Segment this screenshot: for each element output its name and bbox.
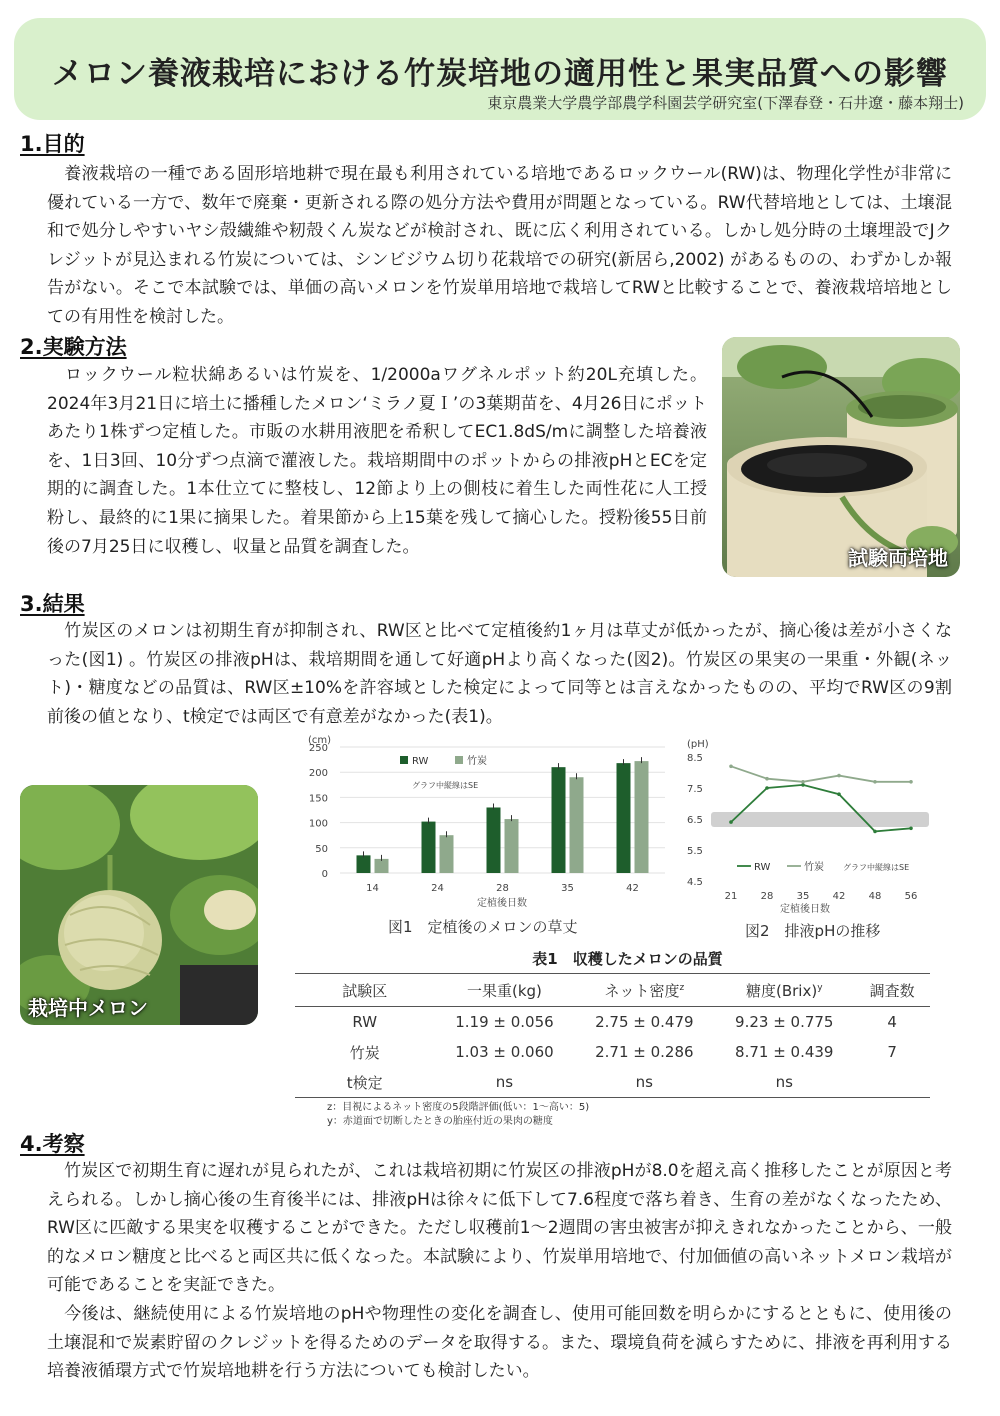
table-cell: 8.71 ± 0.439 [735, 1043, 834, 1061]
fig1-bar-bamboo [375, 859, 389, 873]
fig2-point [837, 792, 841, 796]
section-text-results: 竹炭区のメロンは初期生育が抑制され、RW区と比べて定植後約1ヶ月は草丈が低かったが、摘心後は差が小さくなった(図1) 。竹炭区の排液pHは、栽培期間を通して好適pHより高くなった(図2)。竹炭区の果実の一果重・外観(ネット)・糖度などの品質は、RW区±10%を許容域とした検定によって同等とは言えなかったものの、平均でRW区の9割前後の値となり、t検定では両区で有意差がなかった(表1)。 [47, 621, 952, 727]
fig2-point [909, 780, 913, 784]
fig1-legend-label: 竹炭 [467, 756, 487, 767]
fig1-xlabel: 定植後日数 [477, 898, 527, 909]
table-header-cell: 試験区 [295, 974, 435, 1007]
fig2-ytick-label: 8.5 [687, 753, 703, 764]
fig2-xtick-label: 28 [760, 891, 774, 902]
fig2-ytick-label: 4.5 [687, 877, 703, 888]
fig2-point [801, 780, 805, 784]
fig1-bar-bamboo [505, 819, 519, 873]
fig2-xlabel: 定植後日数 [780, 904, 830, 915]
table-header-row [295, 974, 930, 1007]
fig1-bar-bamboo [570, 777, 584, 873]
melon-photo-label: 栽培中メロン [28, 996, 148, 1020]
fig1-xtick-label: 14 [366, 883, 379, 894]
figure2-caption: 図2 排液pHの推移 [745, 922, 881, 940]
fig2-ytick-label: 7.5 [687, 784, 703, 795]
figure1-caption: 図1 定植後のメロンの草丈 [388, 918, 578, 936]
fig2-optimal-band [711, 812, 929, 827]
table-header-cell: ネット密度$^z$ [574, 974, 714, 1007]
fig1-ytick-label: 200 [308, 768, 328, 780]
fig1-ytick-label: 100 [308, 818, 328, 830]
fig1-bar-rw [617, 763, 631, 873]
fig2-xtick-label: 56 [904, 891, 918, 902]
section-text-discussion-2: 今後は、継続使用による竹炭培地のpHや物理性の変化を調査し、使用可能回数を明らかにするとともに、使用後の土壌混和で炭素貯留のクレジットを得るためのデータを取得する。また、環境負荷を減らすために、排液を再利用する培養液循環方式で竹炭培地耕を行う方法についても検討したい。 [47, 1304, 952, 1382]
medium-photo [722, 337, 960, 577]
table-header-cell: 一果重(kg) [435, 974, 575, 1007]
fig1-bar-bamboo [635, 761, 649, 873]
fig1-bar-rw [422, 822, 436, 873]
fig2-xtick-label: 21 [724, 891, 738, 902]
fig1-bar-bamboo [440, 835, 454, 873]
table1-quality [295, 973, 930, 1098]
section-heading-discussion: 4.考察 [20, 1132, 85, 1156]
table-cell: ns [435, 1067, 575, 1098]
table-cell: ns [574, 1067, 714, 1098]
fig1-xtick-label: 28 [496, 883, 509, 894]
melon-photo [20, 785, 258, 1025]
section-heading-purpose: 1.目的 [20, 132, 85, 156]
title-banner [14, 18, 986, 120]
table-cell: RW [352, 1013, 378, 1031]
fig1-legend-swatch [455, 756, 463, 764]
table-cell: 2.71 ± 0.286 [595, 1043, 694, 1061]
fig1-ylabel: (cm) [308, 735, 332, 746]
poster-title: メロン養液栽培における竹炭培地の適用性と果実品質への影響 [52, 56, 948, 92]
fig2-point [801, 783, 805, 787]
figure2-ph-chart [685, 735, 945, 925]
fig1-ytick-label: 50 [315, 843, 328, 855]
fig1-ytick-label: 150 [308, 793, 328, 805]
table-cell: 7 [887, 1043, 897, 1061]
section-text-purpose: 養液栽培の一種である固形培地耕で現在最も利用されている培地であるロックウール(RW)は、物理化学性が非常に優れている一方で、数年で廃棄・更新される際の処分方法や費用が問題となっている。RW代替培地としては、土壌混和で処分しやすいヤシ殻繊維や籾殻くん炭などが検討され、既に広く利用されている。しかし処分時の土壌埋設でJクレジットが見込まれる竹炭については、シンビジウム切り花栽培での研究(新居ら,2002) があるものの、わずかしか報告がない。そこで本試験では、単価の高いメロンを竹炭単用培地で栽培してRWと比較することで、養液栽培培地としての有用性を検討した。 [47, 164, 952, 327]
fig2-point [729, 765, 733, 769]
authors: 東京農業大学農学部農学科園芸学研究室(下澤春登・石井遼・藤本翔士) [487, 94, 964, 112]
fig1-xtick-label: 24 [431, 883, 444, 894]
table-cell [854, 1067, 930, 1098]
table-row [295, 1037, 930, 1067]
medium-photo-label: 試験両培地 [848, 546, 948, 570]
table1-title: 表1 収穫したメロンの品質 [532, 950, 723, 968]
table-cell: 9.23 ± 0.775 [735, 1013, 834, 1031]
table-cell: 竹炭 [349, 1043, 380, 1062]
fig2-series-line-bamboo [731, 766, 911, 782]
fig2-point [873, 780, 877, 784]
fig1-annotation: グラフ中縦線はSE [412, 781, 479, 790]
fig2-xtick-label: 35 [796, 891, 810, 902]
table-header-cell: 調査数 [854, 974, 930, 1007]
table-note-z: z：目視によるネット密度の5段階評価(低い：1～高い：5) [327, 1102, 590, 1113]
fig1-ytick-label: 0 [321, 869, 328, 880]
fig2-point [729, 820, 733, 824]
fig2-annotation: グラフ中縦線はSE [843, 863, 910, 872]
fig1-bar-rw [487, 807, 501, 873]
table-cell: ns [714, 1067, 854, 1098]
section-heading-results: 3.結果 [20, 592, 85, 616]
fig1-legend-swatch [400, 756, 408, 764]
fig1-bar-rw [357, 855, 371, 873]
fig2-xtick-label: 48 [868, 891, 882, 902]
table-cell: 4 [887, 1013, 897, 1031]
fig1-legend-label: RW [412, 756, 429, 767]
fig2-xtick-label: 42 [832, 891, 846, 902]
fig2-point [873, 830, 877, 834]
fig2-point [837, 774, 841, 778]
table-cell: 1.03 ± 0.060 [455, 1043, 554, 1061]
table-cell: 1.19 ± 0.056 [455, 1013, 554, 1031]
fig1-xtick-label: 42 [626, 883, 639, 894]
fig2-point [909, 827, 913, 831]
table-row [295, 1067, 930, 1098]
fig2-legend-label: 竹炭 [804, 862, 824, 873]
table-cell: t検定 [295, 1067, 435, 1098]
fig2-ylabel: (pH) [687, 739, 709, 750]
section-heading-methods: 2.実験方法 [20, 335, 127, 359]
figure1-height-chart [300, 735, 680, 920]
fig1-ytick-label: 250 [308, 743, 328, 754]
section-text-discussion: 竹炭区で初期生育に遅れが見られたが、これは栽培初期に竹炭区の排液pHが8.0を超え高く推移したことが原因と考えられる。しかし摘心後の生育後半には、排液pHは徐々に低下して7.6程度で落ち着き、生育の差がなくなったため、RW区に匹敵する果実を収穫することができた。ただし収穫前1～2週間の害虫被害が抑えきれなかったことから、一般的なメロン糖度と比べると両区共に低くなった。本試験により、竹炭単用培地で、付加価値の高いネットメロン栽培が可能であることを実証できた。 [47, 1161, 952, 1296]
fig2-ytick-label: 6.5 [687, 815, 703, 826]
fig2-legend-label: RW [754, 862, 771, 873]
fig2-point [765, 786, 769, 790]
table-note-y: y：赤道面で切断したときの胎座付近の果肉の糖度 [327, 1116, 553, 1127]
table-cell: 2.75 ± 0.479 [595, 1013, 694, 1031]
fig2-ytick-label: 5.5 [687, 846, 703, 857]
fig1-bar-rw [552, 767, 566, 873]
section-text-methods: ロックウール粒状綿あるいは竹炭を、1/2000aワグネルポット約20L充填した。2024年3月21日に培土に播種したメロン‘ミラノ夏Ｉ’の3葉期苗を、4月26日にポットあたり1株ずつ定植した。市販の水耕用液肥を希釈してEC1.8dS/mに調整した培養液を、1日3回、10分ずつ点滴で灌液した。栽培期間中のポットからの排液pHとECを定期的に調査した。1本仕立てに整枝し、12節より上の側枝に着生した両性花に人工授粉し、最終的に1果に摘果した。着果節から上15葉を残して摘心した。授粉後55日前後の7月25日に収穫し、収量と品質を調査した。 [47, 365, 707, 557]
fig1-xtick-label: 35 [561, 883, 574, 894]
table-row [295, 1007, 930, 1038]
fig2-point [765, 777, 769, 781]
table-header-cell: 糖度(Brix)$^y$ [714, 974, 854, 1007]
